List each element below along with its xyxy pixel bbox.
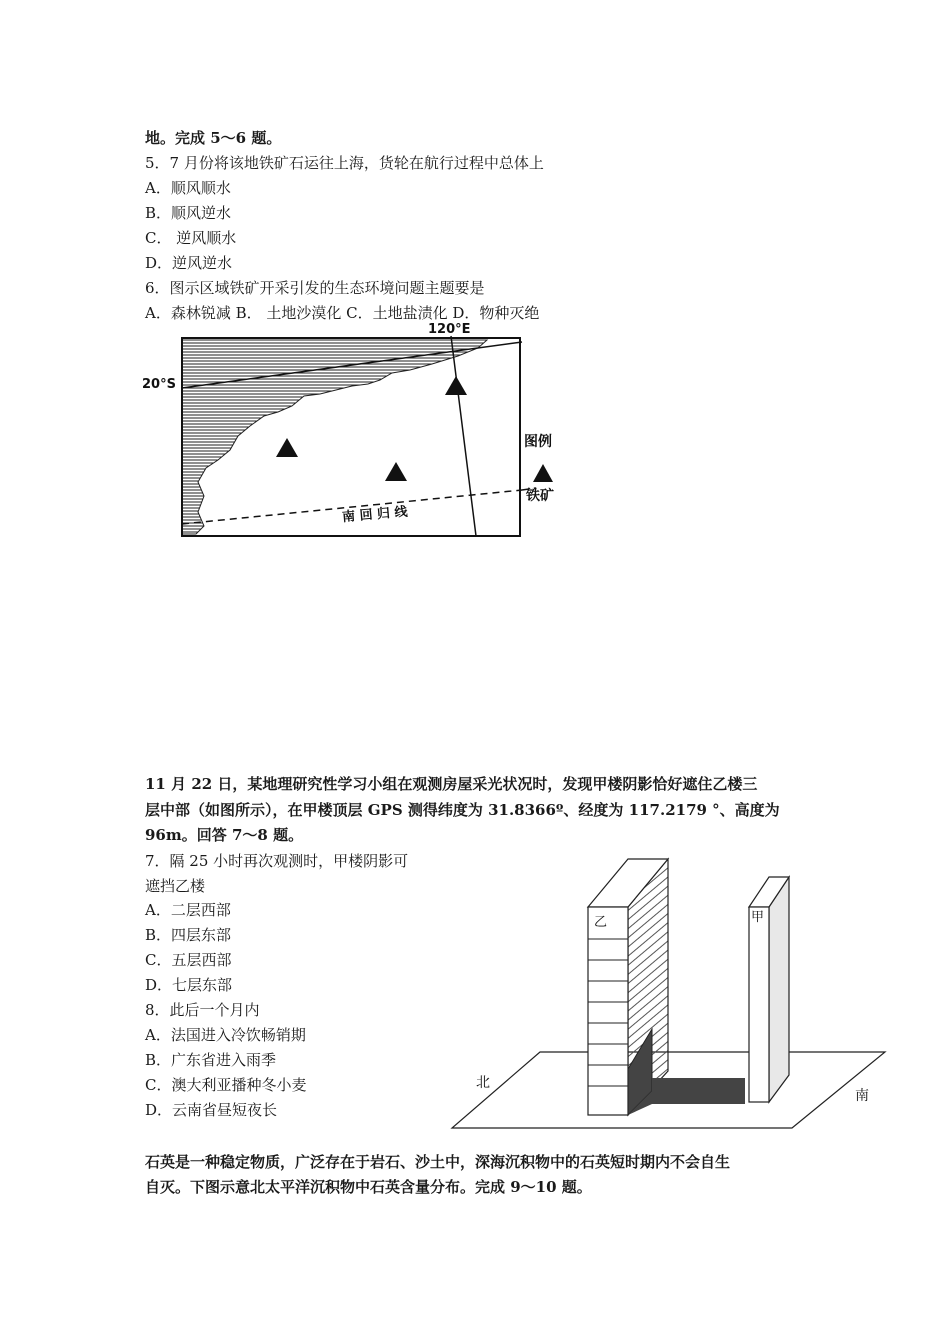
q7-option-d: D．七层东部 — [145, 976, 233, 994]
iron-ore-marker-center — [385, 462, 407, 481]
north-label: 北 — [476, 1075, 490, 1091]
q7-stem-line-2: 遮挡乙楼 — [145, 877, 206, 895]
q7-option-c: C．五层西部 — [145, 951, 232, 969]
section2-intro-line-2: 层中部（如图所示），在甲楼顶层 GPS 测得纬度为 31.8366º、经度为 117.2179 °、高度为 — [145, 801, 780, 819]
q7-option-a: A．二层西部 — [145, 901, 231, 919]
building-a-front — [749, 907, 769, 1102]
section1-intro: 地。完成 5～6 题。 — [145, 129, 282, 147]
iron-ore-marker-west — [276, 438, 298, 457]
q8-option-a: A．法国进入冷饮畅销期 — [145, 1026, 306, 1044]
q5-option-b: B．顺风逆水 — [145, 204, 232, 222]
latitude-label: 20°S — [142, 377, 176, 392]
q8-option-c: C．澳大利亚播种冬小麦 — [145, 1076, 307, 1094]
longitude-label: 120°E — [428, 322, 471, 337]
section3-intro-line-1: 石英是一种稳定物质，广泛存在于岩石、沙土中，深海沉积物中的石英短时期内不会自生 — [145, 1153, 731, 1171]
q8-stem: 8．此后一个月内 — [145, 1001, 260, 1019]
hatched-coastal-area — [182, 340, 487, 534]
south-label: 南 — [855, 1088, 869, 1104]
building-b-front — [588, 907, 628, 1115]
tropic-label: 南 回 归 线 — [341, 504, 409, 526]
q5-option-c: C． 逆风顺水 — [145, 229, 237, 247]
shadow-ground-strip — [652, 1078, 745, 1098]
q7-stem-line-1: 7．隔 25 小时再次观测时，甲楼阴影可 — [145, 852, 409, 870]
legend-title: 图例 — [524, 434, 552, 450]
q8-option-d: D．云南省昼短夜长 — [145, 1101, 278, 1119]
section2-intro-line-1: 11 月 22 日，某地理研究性学习小组在观测房屋采光状况时，发现甲楼阴影恰好遮住乙楼三 — [145, 775, 758, 793]
q5-option-a: A．顺风顺水 — [145, 179, 231, 197]
q6-options: A．森林锐减 B． 土地沙漠化 C．土地盐渍化 D．物种灭绝 — [145, 304, 540, 322]
building-a-label: 甲 — [751, 910, 765, 925]
section2-intro-line-3: 96m。回答 7～8 题。 — [145, 826, 304, 844]
legend-iron-ore-label: 铁矿 — [526, 488, 554, 504]
q5-option-d: D．逆风逆水 — [145, 254, 233, 272]
building-a-side — [769, 877, 789, 1102]
building-b-label: 乙 — [594, 915, 608, 930]
q7-option-b: B．四层东部 — [145, 926, 232, 944]
section3-intro-line-2: 自灭。下图示意北太平洋沉积物中石英含量分布。完成 9～10 题。 — [145, 1178, 592, 1196]
iron-ore-marker-east — [445, 376, 467, 395]
q5-stem: 5．7 月份将该地铁矿石运往上海，货轮在航行过程中总体上 — [145, 154, 544, 172]
legend-iron-ore-icon — [533, 464, 553, 482]
iron-ore-map — [140, 318, 580, 548]
meridian-120e — [451, 336, 476, 536]
q8-option-b: B．广东省进入雨季 — [145, 1051, 277, 1069]
q6-stem: 6．图示区域铁矿开采引发的生态环境问题主题要是 — [145, 279, 485, 297]
building-shadow-diagram — [440, 845, 900, 1135]
